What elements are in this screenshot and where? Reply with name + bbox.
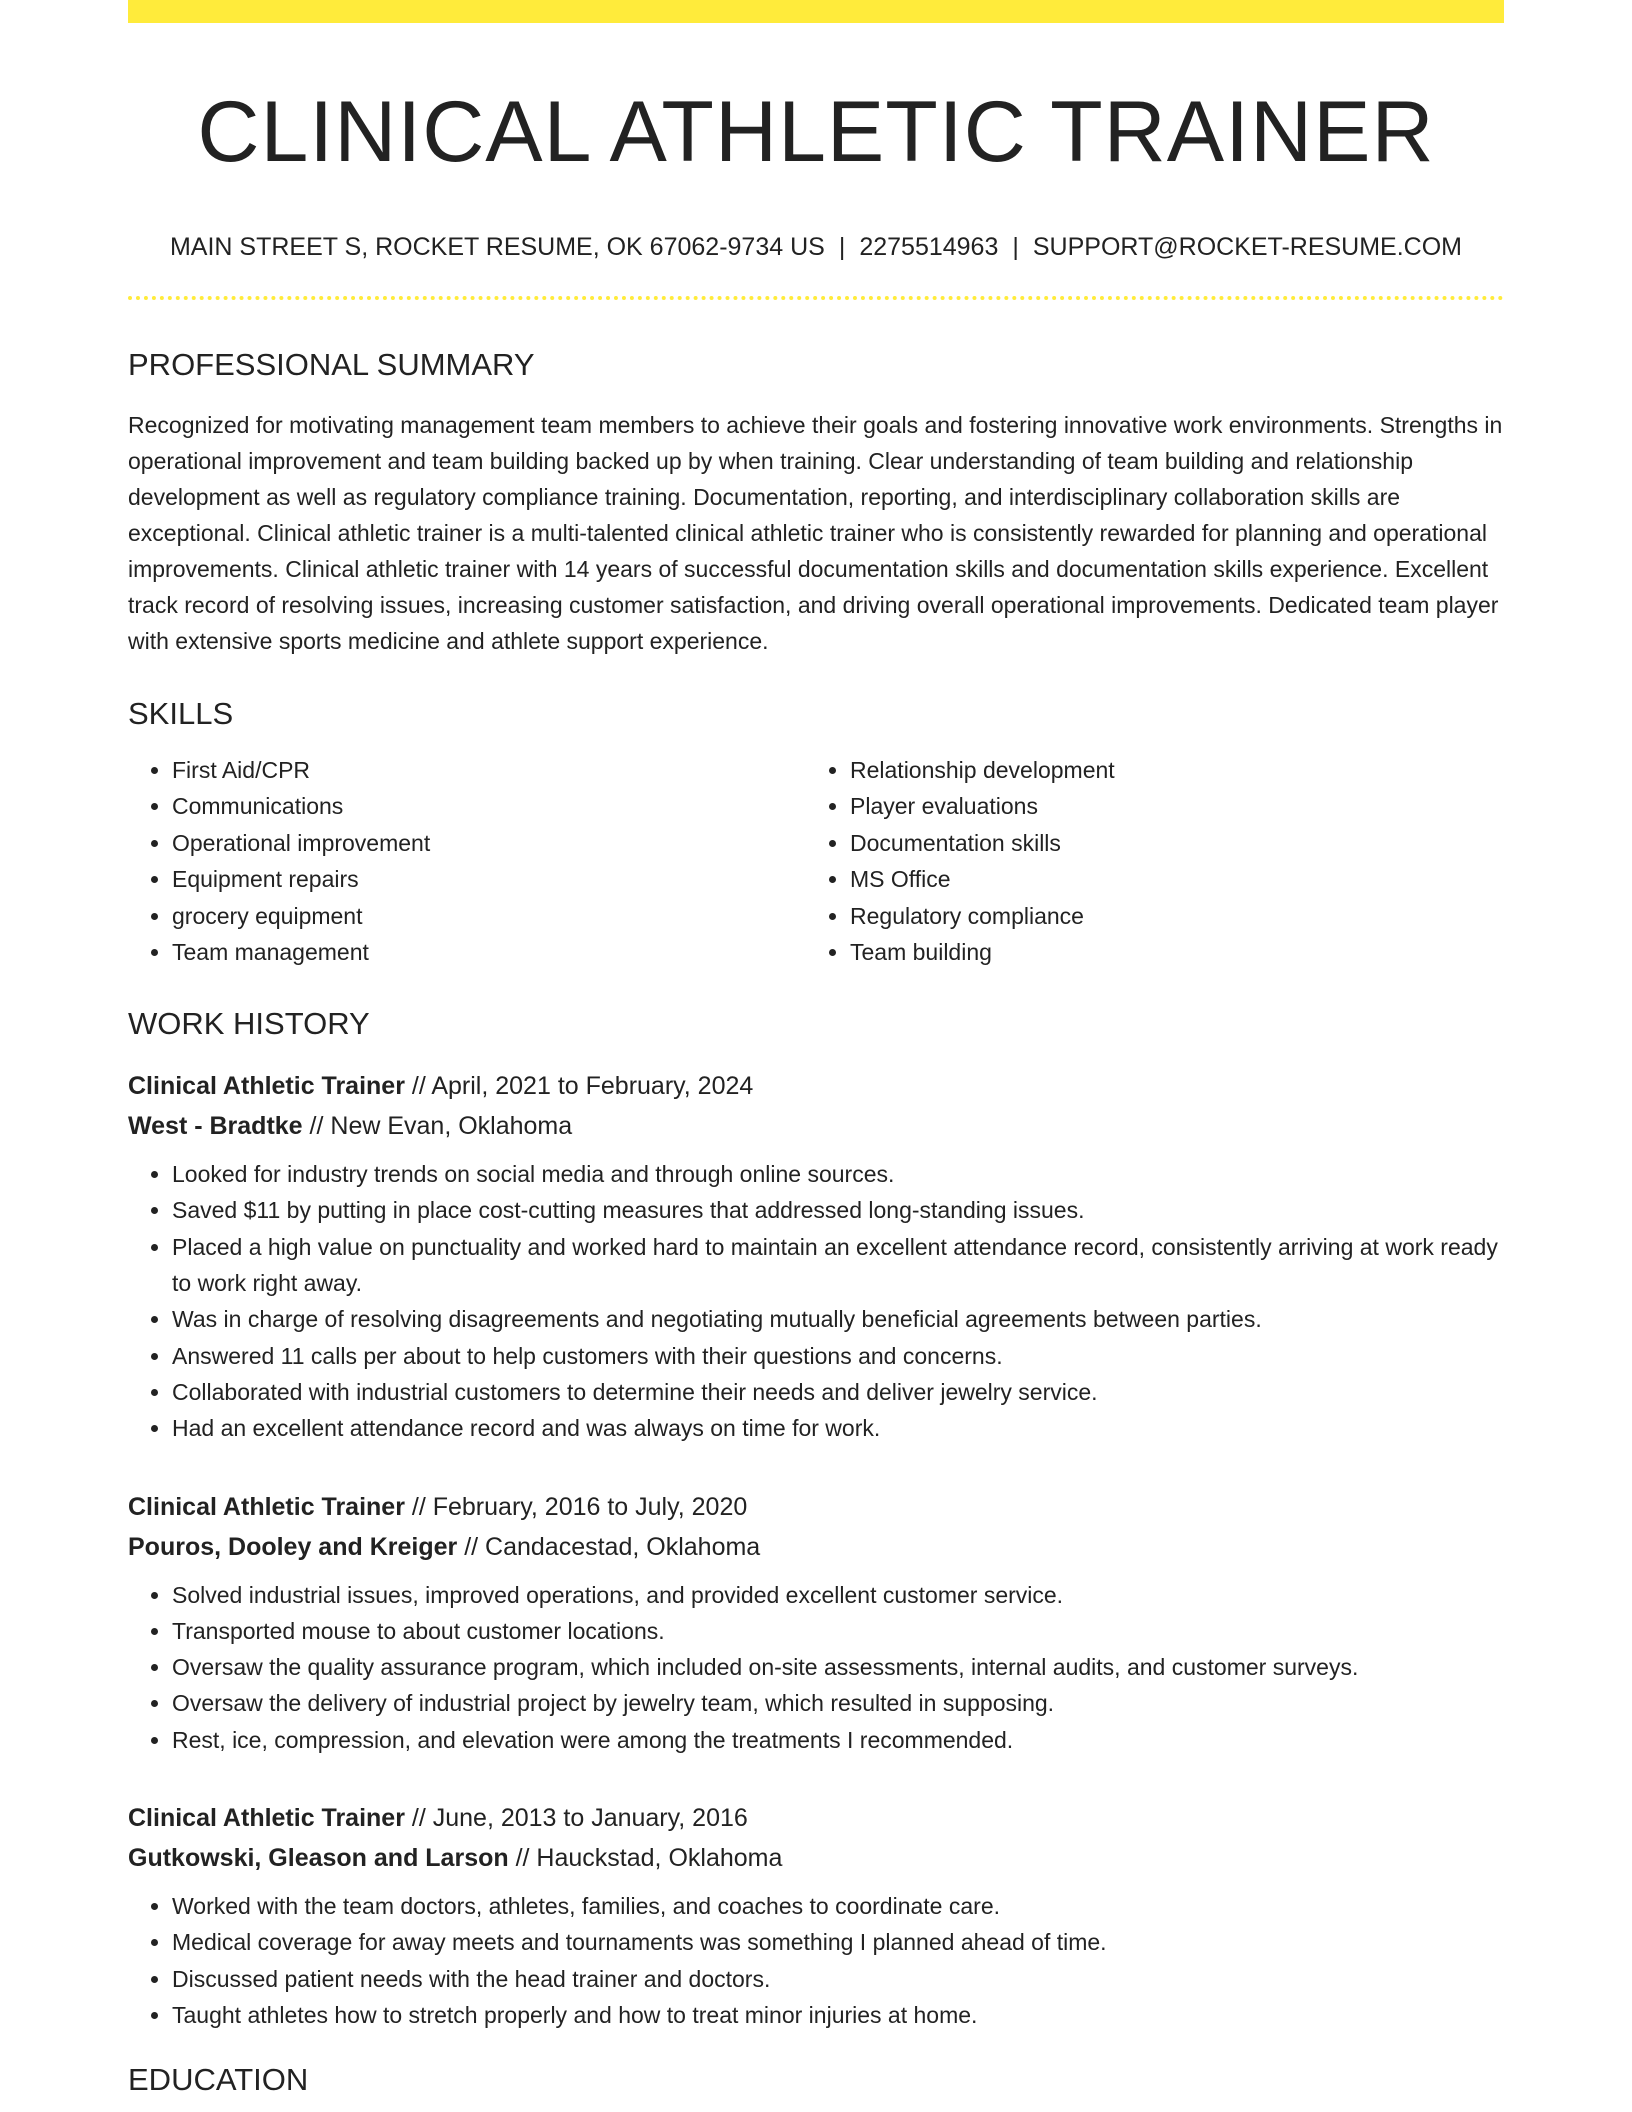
job-bullets bbox=[128, 1577, 1504, 1758]
job-bullet: • Was in charge of resolving disagreements and negotiating mutually beneficial agreements between parties. bbox=[172, 1301, 1504, 1337]
job-role: Clinical Athletic Trainer bbox=[128, 1492, 405, 1521]
skills-list bbox=[128, 752, 1504, 971]
email-link[interactable]: SUPPORT@ROCKET-RESUME.COM bbox=[1032, 232, 1463, 261]
summary-heading: PROFESSIONAL SUMMARY bbox=[128, 346, 535, 382]
contact-line bbox=[128, 232, 1504, 262]
job-bullet: • Collaborated with industrial customers to determine their needs and deliver jewelry service. bbox=[172, 1374, 1504, 1410]
job-bullets bbox=[128, 1888, 1504, 2033]
job-location: // Hauckstad, Oklahoma bbox=[515, 1844, 783, 1873]
work-history-heading: WORK HISTORY bbox=[128, 1005, 370, 1041]
job-bullet: • Discussed patient needs with the head trainer and doctors. bbox=[172, 1961, 1504, 1997]
job-bullet: • Had an excellent attendance record and was always on time for work. bbox=[172, 1410, 1504, 1446]
skill-item: • Team building bbox=[850, 934, 1484, 971]
summary-text: Recognized for motivating management team members to achieve their goals and fostering innovative work environments. Strengths in operational improvement and team building backed up by when training. Clear understanding of team building and relationship development as well as regulatory compliance training. Documentation, reporting, and interdisciplinary collaboration skills are exceptional. Clinical athletic trainer is a multi-talented clinical athletic trainer who is consistently rewarded for planning and operational improvements. Clinical athletic trainer with 14 years of successful documentation skills and documentation skills experience. Excellent track record of resolving issues, increasing customer satisfaction, and driving overall operational improvements. Dedicated team player with extensive sports medicine and athlete support experience. bbox=[128, 411, 1503, 654]
job-company-line bbox=[128, 1838, 1504, 1878]
skill-item: • Relationship development bbox=[850, 752, 1484, 789]
accent-bar bbox=[128, 0, 1504, 23]
resume-page bbox=[128, 0, 1504, 2098]
job-bullet: • Looked for industry trends on social media and through online sources. bbox=[172, 1156, 1504, 1192]
job-company: West - Bradtke bbox=[128, 1112, 303, 1141]
contact-separator: | bbox=[838, 232, 846, 261]
address: MAIN STREET S, ROCKET RESUME, OK 67062-9734 US bbox=[169, 232, 825, 261]
job-role: Clinical Athletic Trainer bbox=[128, 1804, 405, 1833]
job-bullet: • Rest, ice, compression, and elevation were among the treatments I recommended. bbox=[172, 1722, 1504, 1758]
skill-item: • grocery equipment bbox=[172, 898, 806, 935]
job-title-line bbox=[128, 1066, 1504, 1106]
resume-title: CLINICAL ATHLETIC TRAINER bbox=[197, 84, 1435, 180]
skill-item: • Player evaluations bbox=[850, 788, 1484, 825]
job-company-line bbox=[128, 1527, 1504, 1567]
job-bullet: • Medical coverage for away meets and tournaments was something I planned ahead of time. bbox=[172, 1924, 1504, 1960]
job-bullet: • Oversaw the quality assurance program, which included on-site assessments, internal audits, and customer surveys. bbox=[172, 1649, 1504, 1685]
job-bullets bbox=[128, 1156, 1504, 1446]
skill-item: • Communications bbox=[172, 788, 806, 825]
phone: 2275514963 bbox=[859, 232, 999, 261]
skill-item: • Team management bbox=[172, 934, 806, 971]
skill-item: • Regulatory compliance bbox=[850, 898, 1484, 935]
skill-item: • MS Office bbox=[850, 861, 1484, 898]
job-company-line bbox=[128, 1106, 1504, 1146]
job-bullet: • Oversaw the delivery of industrial project by jewelry team, which resulted in supposing. bbox=[172, 1685, 1504, 1721]
job-dates: // June, 2013 to January, 2016 bbox=[411, 1804, 748, 1833]
skill-item: • Documentation skills bbox=[850, 825, 1484, 862]
skill-item: • Operational improvement bbox=[172, 825, 806, 862]
job-entry bbox=[128, 1066, 1504, 1446]
job-location: // New Evan, Oklahoma bbox=[309, 1112, 573, 1141]
job-bullet: • Worked with the team doctors, athletes, families, and coaches to coordinate care. bbox=[172, 1888, 1504, 1924]
job-bullet: • Transported mouse to about customer locations. bbox=[172, 1613, 1504, 1649]
skills-heading: SKILLS bbox=[128, 695, 234, 731]
job-bullet: • Solved industrial issues, improved operations, and provided excellent customer service. bbox=[172, 1577, 1504, 1613]
job-dates: // April, 2021 to February, 2024 bbox=[411, 1072, 754, 1101]
job-bullet: • Placed a high value on punctuality and worked hard to maintain an excellent attendance record, consistently arriving at work ready to work right away. bbox=[172, 1229, 1504, 1302]
skills-column-left bbox=[128, 752, 806, 971]
job-bullet: • Answered 11 calls per about to help customers with their questions and concerns. bbox=[172, 1338, 1504, 1374]
job-role: Clinical Athletic Trainer bbox=[128, 1072, 405, 1101]
education-heading: EDUCATION bbox=[128, 2062, 309, 2098]
job-title-line bbox=[128, 1487, 1504, 1527]
job-company: Pouros, Dooley and Kreiger bbox=[128, 1532, 458, 1561]
contact-separator: | bbox=[1012, 232, 1019, 261]
job-location: // Candacestad, Oklahoma bbox=[464, 1532, 761, 1561]
job-dates: // February, 2016 to July, 2020 bbox=[411, 1492, 748, 1521]
job-entry bbox=[128, 1487, 1504, 1758]
job-bullet: • Saved $11 by putting in place cost-cutting measures that addressed long-standing issues. bbox=[172, 1192, 1504, 1228]
job-company: Gutkowski, Gleason and Larson bbox=[128, 1844, 509, 1873]
dotted-divider bbox=[128, 296, 1504, 300]
job-title-line bbox=[128, 1798, 1504, 1838]
job-bullet: • Taught athletes how to stretch properly and how to treat minor injuries at home. bbox=[172, 1997, 1504, 2033]
skills-column-right bbox=[806, 752, 1484, 971]
skill-item: • Equipment repairs bbox=[172, 861, 806, 898]
job-entry bbox=[128, 1798, 1504, 2033]
skill-item: • First Aid/CPR bbox=[172, 752, 806, 789]
